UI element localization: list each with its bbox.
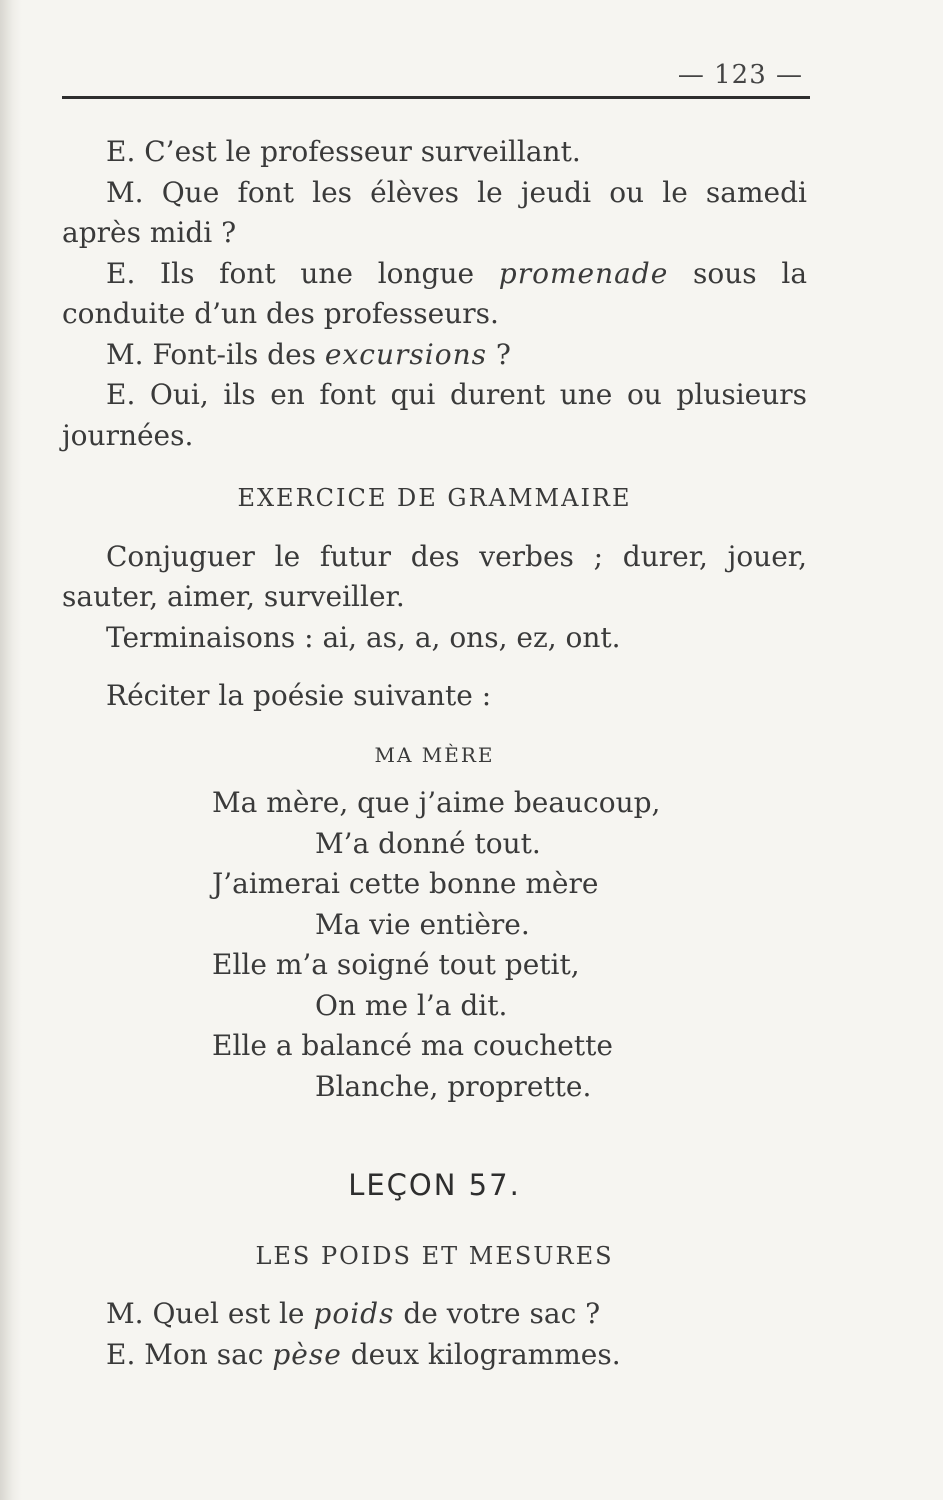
emphasis-word: pèse: [272, 1337, 342, 1371]
emphasis-word: excursions: [324, 337, 487, 371]
poem-line: Blanche, proprette.: [315, 1069, 592, 1103]
dialogue-line: M. Font-ils des excursions ?: [106, 337, 511, 371]
poem-line: Ma mère, que j’aime beaucoup,: [212, 786, 661, 819]
page-text: [62, 132, 807, 1375]
dialogue-line: E. Oui, ils en font qui durent une ou plusieurs journées.: [62, 378, 807, 452]
page-binding-edge: [0, 0, 22, 1500]
page-number: — 123 —: [677, 60, 803, 90]
dialogue-line: E. C’est le professeur surveillant.: [106, 135, 581, 168]
emphasis-word: promenade: [498, 256, 669, 290]
poem-line: Elle a balancé ma couchette: [212, 1029, 613, 1062]
dialogue-line: E. Mon sac pèse deux kilogrammes.: [106, 1337, 621, 1371]
lesson-subtitle: LES POIDS ET MESURES: [255, 1241, 614, 1270]
dialogue-line: M. Quel est le poids de votre sac ?: [106, 1297, 601, 1330]
exercise-instruction: Conjuguer le futur des verbes ; durer, jouer, sauter, aimer, surveiller.: [62, 539, 807, 613]
poem: [212, 783, 807, 1107]
poem-title: MA MÈRE: [374, 742, 495, 767]
dialogue-line: E. Ils font une longue promenade sous la conduite d’un des professeurs.: [62, 256, 808, 330]
poem-line: J’aimerai cette bonne mère: [212, 867, 599, 900]
poem-line: Ma vie entière.: [315, 907, 530, 941]
poem-line: M’a donné tout.: [315, 826, 541, 860]
exercise-heading: EXERCICE DE GRAMMAIRE: [237, 484, 632, 512]
recite-instruction: Réciter la poésie suivante :: [106, 679, 492, 712]
dialogue-line: M. Que font les élèves le jeudi ou le samedi après midi ?: [62, 175, 807, 249]
poem-line: On me l’a dit.: [315, 988, 508, 1022]
lesson-title: LEÇON 57.: [348, 1168, 521, 1202]
poem-line: Elle m’a soigné tout petit,: [212, 948, 580, 981]
emphasis-word: poids: [313, 1297, 395, 1330]
header-rule: [62, 96, 810, 99]
exercise-endings: Terminaisons : ai, as, a, ons, ez, ont.: [106, 620, 621, 654]
